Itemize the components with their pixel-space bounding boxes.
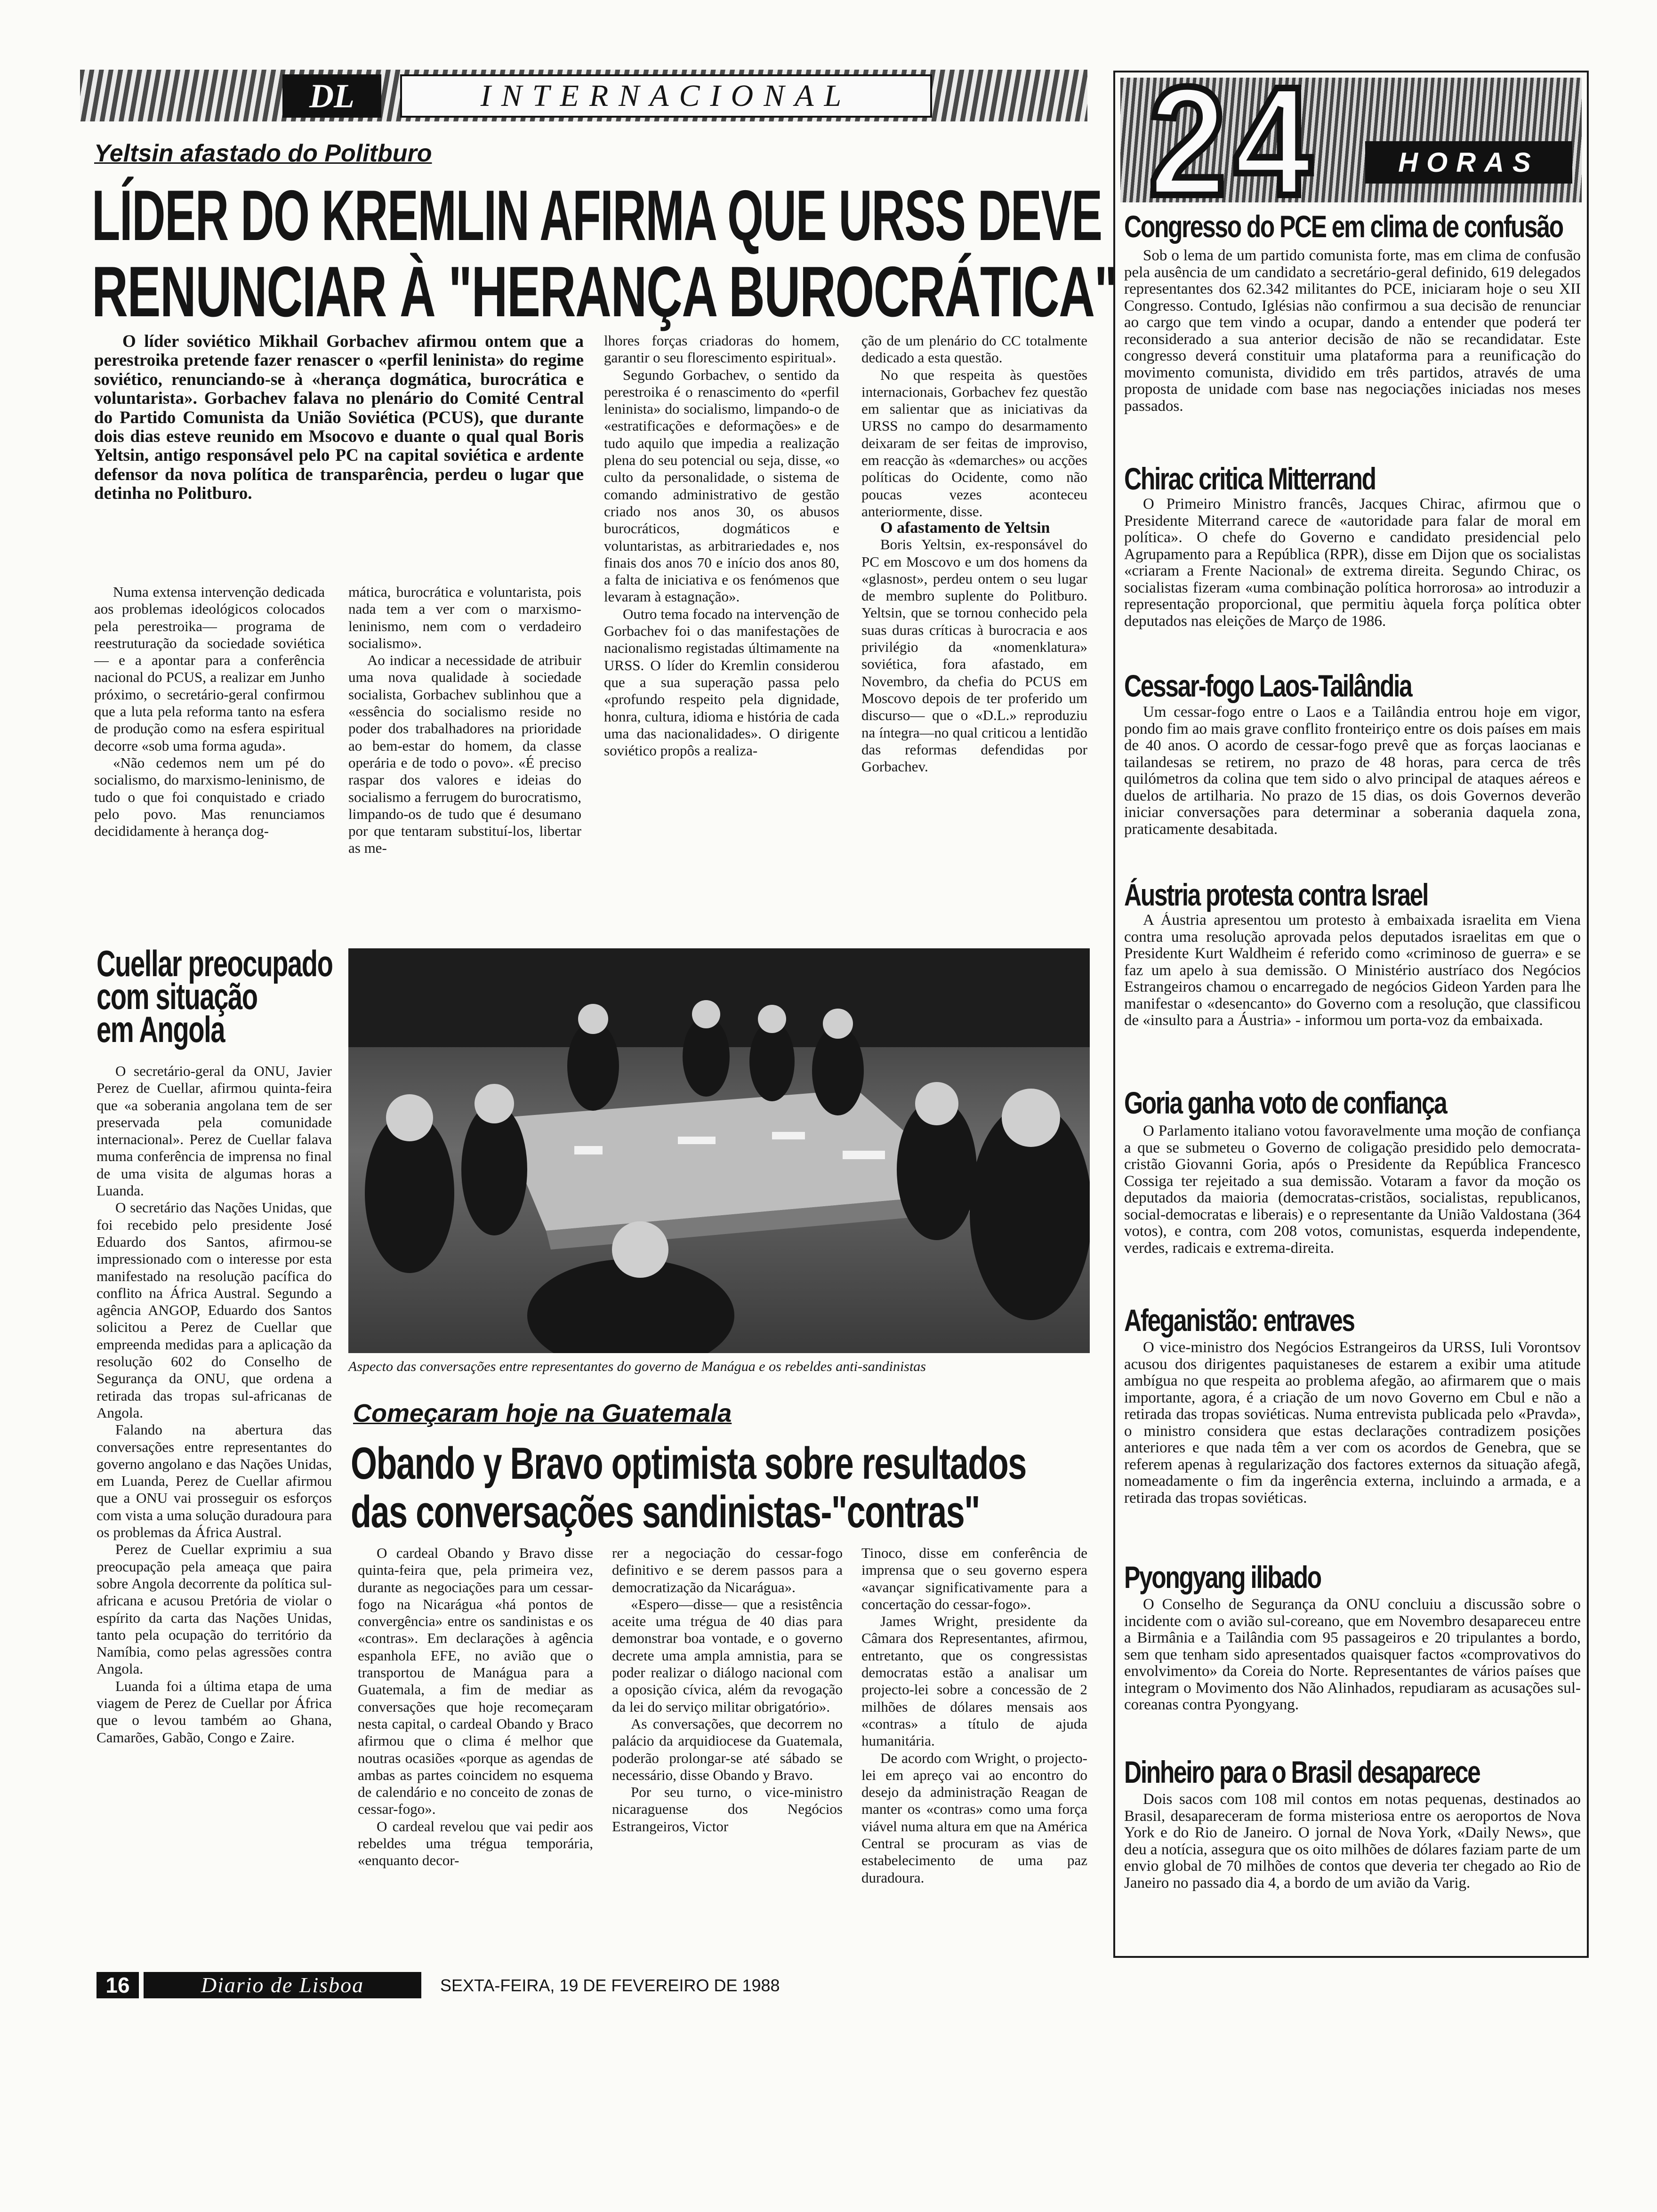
photo-caption: Aspecto das conversações entre representantes do governo de Manágua e os rebeldes anti-sandinistas bbox=[348, 1359, 926, 1374]
nicaragua-headline-line1: Obando y Bravo optimista sobre resultados bbox=[351, 1438, 1026, 1489]
brief-text-5 bbox=[1124, 1123, 1581, 1294]
brief-text-6 bbox=[1124, 1339, 1581, 1561]
brief-title-5: Goria ganha voto de confiança bbox=[1124, 1085, 1447, 1120]
footer-date: SEXTA-FEIRA, 19 DE FEVEREIRO DE 1988 bbox=[440, 1976, 780, 1995]
nicaragua-column-3 bbox=[861, 1545, 1087, 1964]
sidebar-banner-number: 24 bbox=[1149, 54, 1319, 228]
main-col3-p3: Outro tema focado na intervenção de Gorbachev foi o das manifestações de nacionalismo registadas últimamente na URSS. O líder do Kremlin considerou que a sua superação passa pelo «profundo respeito pela dignidade, honra, cultura, idioma e história de cada uma das nacionalidades». O dirigente soviético propôs a realiza- bbox=[604, 605, 839, 759]
brief-title-7: Pyongyang ilibado bbox=[1124, 1560, 1321, 1595]
main-col4-p3: Boris Yeltsin, ex-responsável do PC em Moscovo e um dos homens da «glasnost», perdeu ontem o seu lugar de membro suplente do Politburo. Yeltsin, que se tornou conhecido pela suas duras críticas à burocracia e aos privilégio da «nomenklatura» soviética, fora afastado, em Novembro, da chefia do PCUS em Moscovo depois de ter proferido um discurso— que o «D.L.» reproduziu na íntegra—no qual criticou a lentidão das reformas defendidas por Gorbachev. bbox=[861, 536, 1087, 775]
main-headline-line2: RENUNCIAR À "HERANÇA BUROCRÁTICA" bbox=[92, 252, 1118, 332]
brief-body-6: O vice-ministro dos Negócios Estrangeiros da URSS, Iuli Vorontsov acusou dos dirigentes paquistaneses de estarem a exibir uma atitude ambígua no que respeita ao problema afegão, ao afirmarem que o mais importante, agora, é a criação de um novo Governo em Cbul e não a retirada das tropas soviéticas. Numa entrevista publicada pelo «Pravda», o ministro considera que estas declarações contradizem posições anteriores e que nada têm a ver com os acordos de Genebra, que se referem apenas à regularização dos factores externos da situação afegã, nomeadamente o fim da ingerência externa, incluindo a armada, e a retirada das tropas soviéticas. bbox=[1124, 1339, 1581, 1507]
nicaragua-c3-p3: De acordo com Wright, o projecto-lei em apreço vai ao encontro do desejo da administração Reagan de manter os «contras» como uma força viável numa altura em que na América Central se procuram as vias de estabelecimento de uma paz duradoura. bbox=[861, 1749, 1087, 1886]
footer-page-number: 16 bbox=[97, 1972, 139, 1998]
brief-body-2: O Primeiro Ministro francês, Jacques Chirac, afirmou que o Presidente Miterrand carece de «autoridade para falar de moral em política». O chefe do Governo e candidato presidencial pelo Agrupamento para a República (RPR), disse em Dijon que os socialistas «criaram a Frente Nacional» de extrema direita. Segundo Chirac, os socialistas fizeram «uma combinação política horrorosa» ao introduzir a representação proporcional, que permitiu àquela força política obter deputados nas eleições de Março de 1986. bbox=[1124, 496, 1581, 630]
angola-column bbox=[97, 1063, 332, 1966]
brief-title-3: Cessar-fogo Laos-Tailândia bbox=[1124, 668, 1412, 703]
angola-p2: O secretário das Nações Unidas, que foi recebido pelo presidente José Eduardo dos Santos, afirmou-se impressionado com o interesse por esta manifestado na resolução pacífica do conflito na África Austral. Segundo a agência ANGOP, Eduardo dos Santos solicitou a Perez de Cuellar que empreenda medidas para a aplicação da resolução 602 do Conselho de Segurança da ONU, que ordena a retirada das tropas sul-africanas de Angola. bbox=[97, 1199, 332, 1421]
nicaragua-c3-p1: Tinoco, disse em conferência de imprensa que o seu governo espera «avançar significativamente para a concertação do cessar-fogo». bbox=[861, 1545, 1087, 1612]
photo-illustration bbox=[348, 948, 1090, 1353]
main-lead-text: O líder soviético Mikhail Gorbachev afirmou ontem que a perestroika pretende fazer renascer o «perfil leninista» do regime soviético, renunciando-se à «herança dogmática, burocrática e voluntarista». Gorbachev falava no plenário do Comité Central do Partido Comunista da União Soviética (PCUS), que durante dois dias esteve reunido em Msocovo e duante o qual qual Boris Yeltsin, antigo responsável pelo PC na capital soviética e ardente defensor da nova política de transparência, perdeu o lugar que detinha no Politburo. bbox=[94, 332, 584, 504]
section-label-box bbox=[400, 74, 932, 118]
brief-body-1: Sob o lema de um partido comunista forte, mas em clima de confusão pela ausência de um candidato a secretário-geral definido, 619 delegados representantes dos 62.342 militantes do PCE, iniciaram hoje o seu XII Congresso. Contudo, Iglésias não confirmou a sua decisão de renunciar ao cargo que tem vindo a ocupar, dando a entender que poderá ter reconsiderado a sua anterior decisão de não se recandidatar. Este congresso deverá constituir uma plataforma para a reunificação do movimento comunista, dividido em três partidos, através de uma proposta de unidade com base nas negociações iniciadas nos meses passados. bbox=[1124, 248, 1581, 415]
brief-title-2: Chirac critica Mitterrand bbox=[1124, 461, 1375, 496]
sidebar-banner-label: HORAS bbox=[1398, 147, 1539, 178]
brief-title-6: Afeganistão: entraves bbox=[1124, 1303, 1354, 1338]
footer-masthead: Diario de Lisboa bbox=[144, 1972, 421, 1998]
brief-text-7 bbox=[1124, 1596, 1581, 1747]
nicaragua-kicker: Começaram hoje na Guatemala bbox=[353, 1399, 732, 1427]
nicaragua-headline-line2: das conversações sandinistas-"contras" bbox=[351, 1487, 980, 1537]
brief-text-1 bbox=[1124, 248, 1581, 454]
main-lead-paragraph bbox=[94, 332, 584, 572]
main-column-1 bbox=[94, 584, 325, 941]
section-logo-text: DL bbox=[309, 77, 354, 115]
angola-p5: Luanda foi a última etapa de uma viagem de Perez de Cuellar por África que o levou também ao Ghana, Camarões, Gabão, Congo e Zaire. bbox=[97, 1677, 332, 1746]
main-col3-p2: Segundo Gorbachev, o sentido da perestroika é o renascimento do «perfil leninista» do socialismo, limpando-o de «estratificações e deformações» e de tudo aquilo que impedia a realização plena do seu potencial ou seja, disse, «o culto da personalidade, o sistema de comando administrativo de gestão criado nos anos 30, os abusos burocráticos, dogmáticos e voluntaristas, as arbitrariedades e, nos finais dos anos 70 e início dos anos 80, a falta de iniciativa e os fenómenos que levaram à estagnação». bbox=[604, 366, 839, 605]
brief-text-8 bbox=[1124, 1791, 1581, 1951]
nicaragua-column-1 bbox=[358, 1545, 593, 1964]
nicaragua-c1-p1: O cardeal Obando y Bravo disse quinta-feira que, pela primeira vez, durante as negociações para um cessar-fogo na Nicarágua «há pontos de convergência» entre os sandinistas e os «contras». Em declarações à agência espanhola EFE, no avião que o transportou de Manágua para a Guatemala, a fim de mediar as conversações que hoje recomeçaram nesta capital, o cardeal Obando y Braco afirmou que o clima é melhor que noutras ocasiões «porque as agendas de ambas as partes coincidem no esquema de calendário e no conceito de zonas de cessar-fogo». bbox=[358, 1545, 593, 1818]
main-col1-p1: Numa extensa intervenção dedicada aos problemas ideológicos colocados pela perestroika— programa de reestruturação da sociedade soviética— e a apontar para a conferência nacional do PCUS, a realizar em Junho próximo, o secretário-geral confirmou que a luta pela reforma tanto na esfera de produção como na esfera espiritual decorre «sob uma forma aguda». bbox=[94, 584, 325, 754]
brief-title-1: Congresso do PCE em clima de confusão bbox=[1124, 209, 1563, 244]
brief-body-7: O Conselho de Segurança da ONU concluiu a discussão sobre o incidente com o avião sul-coreano, que em Novembro desapareceu entre a Birmânia e a Tailândia com 95 passageiros e 20 tripulantes a bordo, sem que tenham sido apresentados quaisquer factos «comprovativos do envolvimento» da Coreia do Norte. Representantes de vários países que integram o Movimento dos Não Alinhados, repudiaram as acusações sul-coreanas contra Pyongyang. bbox=[1124, 1596, 1581, 1713]
nicaragua-c2-p3: As conversações, que decorrem no palácio da arquidiocese da Guatemala, poderão prolongar-se até sábado se necessário, disse Obando y Bravo. bbox=[612, 1715, 843, 1783]
nicaragua-c3-p2: James Wright, presidente da Câmara dos Representantes, afirmou, entretanto, que os congressistas democratas estão a analisar um projecto-lei sobre a concessão de 2 milhões de dólares mensais aos «contras» a título de ajuda humanitária. bbox=[861, 1613, 1087, 1749]
main-col2-p1: mática, burocrática e voluntarista, pois nada tem a ver com o marxismo-leninismo, nem com o verdadeiro socialismo». bbox=[348, 584, 581, 651]
brief-text-2 bbox=[1124, 496, 1581, 654]
nicaragua-c2-p2: «Espero—disse— que a resistência aceite uma trégua de 40 dias para demonstrar boa vontade, e o governo decrete uma ampla amnistia, para se poder realizar o diálogo nacional com a oposição cívica, além da revogação da lei do serviço militar obrigatório». bbox=[612, 1595, 843, 1715]
main-col2-p2: Ao indicar a necessidade de atribuir uma nova qualidade à sociedade socialista, Gorbachev sublinhou que a «essência do socialismo reside no poder dos trabalhadores na prioridade ao bem-estar do homem, da classe operária e de todo o povo». «É preciso raspar dos valores e ideias do socialismo a ferrugem do burocratismo, limpando-os de tudo que é desumano por que tentaram substituí-los, libertar as me- bbox=[348, 652, 581, 857]
nicaragua-c2-p1: rer a negociação do cessar-fogo definitivo e se derem passos para a democratização da Nicarágua». bbox=[612, 1545, 843, 1595]
main-column-4 bbox=[861, 332, 1087, 939]
news-photo bbox=[348, 948, 1090, 1353]
main-col4-top: ção de um plenário do CC totalmente dedicado a esta questão. bbox=[861, 332, 1087, 366]
main-col3-top: lhores forças criadoras do homem, garantir o seu florescimento espiritual». bbox=[604, 332, 839, 366]
angola-headline-line1: Cuellar preocupado bbox=[97, 943, 333, 984]
brief-body-4: A Áustria apresentou um protesto à embaixada israelita em Viena contra uma resolução aprovada pelos deputados israelitas em que o Presidente Kurt Waldheim é referido como «criminoso de guerra» e se faz um apelo à sua demissão. O Ministério austríaco dos Negócios Estrangeiros chamou o encarregado de negócios Gideon Yarden para lhe manifestar o «desencanto» do Governo com a resolução, que classificou de «insulto para a Áustria» - informou um porta-voz da embaixada. bbox=[1124, 912, 1581, 1029]
angola-p1: O secretário-geral da ONU, Javier Perez de Cuellar, afirmou quinta-feira que «a soberania angolana tem de ser preservada pela comunidade internacional». Perez de Cuellar falava muma conferência de imprensa no final de uma visita de algumas horas a Luanda. bbox=[97, 1063, 332, 1199]
main-column-2 bbox=[348, 584, 581, 941]
section-label: INTERNACIONAL bbox=[480, 79, 852, 113]
angola-headline-line2: com situação bbox=[97, 976, 257, 1017]
angola-p3: Falando na abertura das conversações entre representantes do governo angolano e das Nações Unidas, em Luanda, Perez de Cuellar afirmou que a ONU vai prosseguir os esforços com vista a uma solução duradoura para os problemas da África Austral. bbox=[97, 1421, 332, 1541]
section-logo bbox=[282, 74, 381, 118]
nicaragua-c2-p4: Por seu turno, o vice-ministro nicaraguense dos Negócios Estrangeiros, Victor bbox=[612, 1784, 843, 1835]
angola-headline-line3: em Angola bbox=[97, 1009, 225, 1050]
sidebar-banner-label-box bbox=[1365, 141, 1572, 184]
brief-body-3: Um cessar-fogo entre o Laos e a Tailândia entrou hoje em vigor, pondo fim ao mais grave conflito fronteiriço entre os dois países em mais de 40 anos. O acordo de cessar-fogo prevê que as forças laocianas e tailandesas se retirem, no prazo de 48 horas, para cerca de três quilómetros da colina que tem sido o alvo principal de ataques aéreos e duelos de artilharia. No prazo de 15 dias, os dois Governos deverão iniciar conversações para determinar a soberania daquela zona, praticamente desabitada. bbox=[1124, 704, 1581, 838]
angola-p4: Perez de Cuellar exprimiu a sua preocupação pela ameaça que paira sobre Angola decorrente da política sul-africana e acusou Pretória de violar o espírito da carta das Nações Unidas, tanto pela ocupação do território da Namíbia, como pelas agressões contra Angola. bbox=[97, 1541, 332, 1677]
brief-text-3 bbox=[1124, 704, 1581, 864]
main-col4-p2: No que respeita às questões internacionais, Gorbachev fez questão em salientar que as iniciativas da URSS no campo do desarmamento deixaram de ser feitas de improviso, em reacção às «demarches» ou acções políticas do Ocidente, como não poucas vezes aconteceu anteriormente, disse. bbox=[861, 366, 1087, 520]
brief-title-4: Áustria protesta contra Israel bbox=[1124, 877, 1428, 912]
brief-body-8: Dois sacos com 108 mil contos em notas pequenas, destinados ao Brasil, desapareceram de forma misteriosa entre os aeroportos de Nova York e do Rio de Janeiro. O jornal de Nova York, «Daily News», que deu a notícia, assegura que os oito milhões de dólares faziam parte de um envio global de 70 milhões de contos que deveria ter chegado ao Rio de Janeiro no passado dia 4, a bordo de um avião da Varig. bbox=[1124, 1791, 1581, 1891]
brief-body-5: O Parlamento italiano votou favoravelmente uma moção de confiança a que se submeteu o Governo de coligação presidido pelo democrata-cristão Giovanni Goria, após o Presidente da República Francesco Cossiga ter rejeitado a sua demissão. Votaram a favor da moção os deputados da maioria (democratas-cristãos, socialistas, republicanos, social-democratas e liberais) e o representante da União Valdostana (364 votos), e contra, com 208 votos, comunistas, esquerda independente, verdes, radicais e extrema-direita. bbox=[1124, 1123, 1581, 1257]
main-column-3 bbox=[604, 332, 839, 939]
main-headline-line1: LÍDER DO KREMLIN AFIRMA QUE URSS DEVE bbox=[92, 176, 1102, 256]
brief-title-8: Dinheiro para o Brasil desaparece bbox=[1124, 1755, 1480, 1789]
nicaragua-c1-p2: O cardeal revelou que vai pedir aos rebeldes uma tréguа temporária, «enquanto decor- bbox=[358, 1818, 593, 1869]
brief-text-4 bbox=[1124, 912, 1581, 1063]
angola-headline bbox=[97, 943, 360, 1050]
main-col1-p2: «Não cedemos nem um pé do socialismo, do marxismo-leninismo, de tudo o que foi conquistado e criado pelo povo. Mas renunciamos decididamente à herança dog- bbox=[94, 754, 325, 840]
main-col4-subhead: O afastamento de Yeltsin bbox=[880, 519, 1050, 537]
main-kicker: Yeltsin afastado do Politburo bbox=[94, 140, 432, 167]
nicaragua-column-2 bbox=[612, 1545, 843, 1964]
